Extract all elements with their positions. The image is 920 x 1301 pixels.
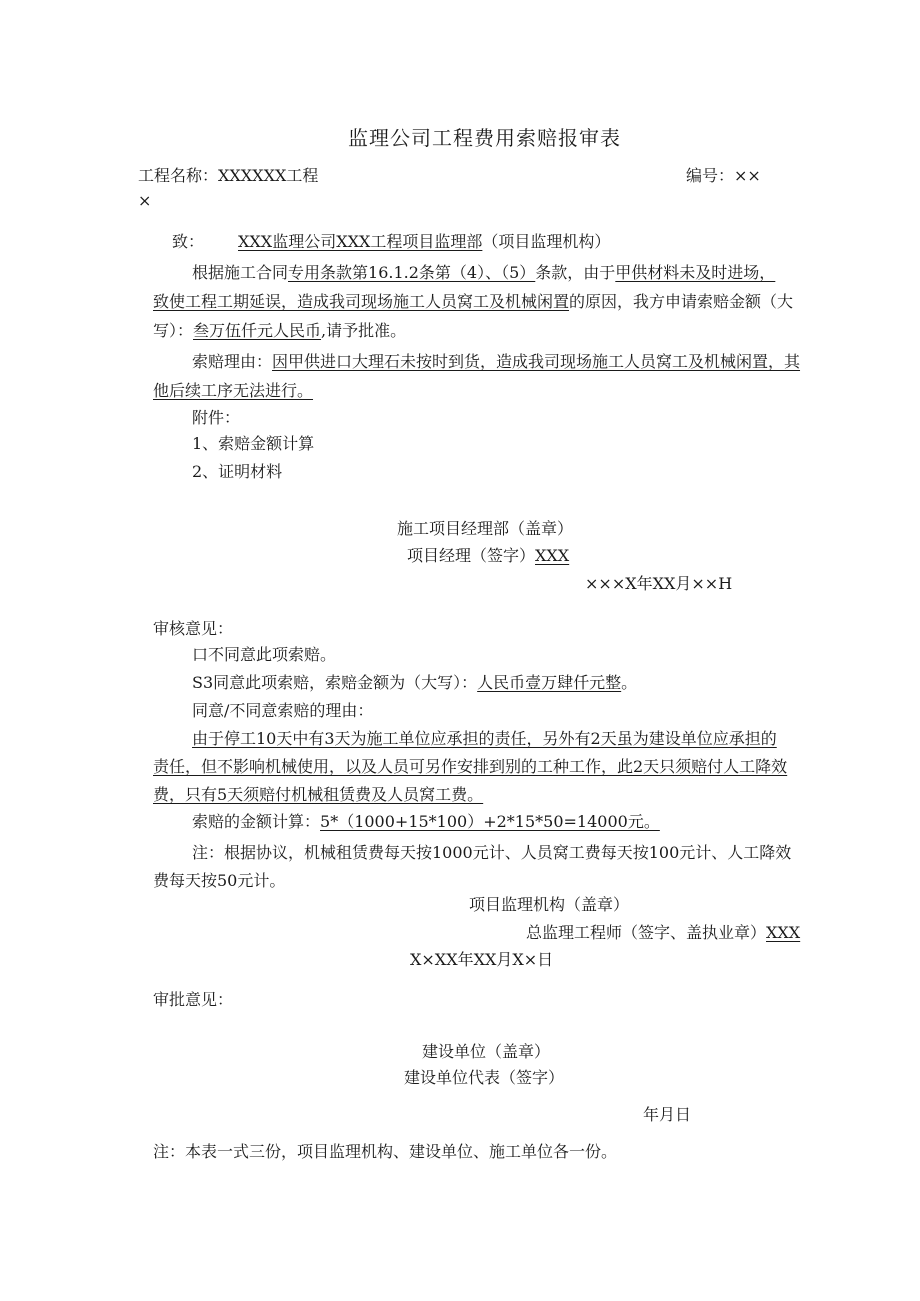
manager-signature-line	[407, 546, 569, 566]
claim-reason-line-1	[192, 352, 800, 372]
claim-paragraph-line-2	[153, 292, 793, 312]
to-label: 致：	[172, 232, 205, 251]
calculation-line	[192, 812, 660, 832]
p1-text-f: 写）：	[153, 321, 194, 340]
manager-name: XXX	[535, 546, 570, 565]
review-option-agree	[192, 673, 637, 693]
agree-end: 。	[621, 673, 638, 692]
p1-text-e: 的原因，我方申请索赔金额（大	[569, 292, 794, 311]
review-reason-line-3: 费，只有5天须赔付机械租赁费及人员窝工费。	[153, 785, 484, 804]
review-date: X×XX年XX月X×日	[410, 950, 554, 969]
review-option-disagree: 口不同意此项索赔。	[192, 645, 337, 664]
attachment-item-1: 1、索赔金额计算	[192, 434, 315, 453]
engineer-label: 总监理工程师（签字、盖执业章）	[526, 923, 767, 942]
owner-representative: 建设单位代表（签字）	[404, 1068, 565, 1087]
p1-clause: 专用条款第16.1.2条第（4）、（5）	[288, 263, 536, 282]
claim-reason-line-2	[153, 381, 313, 401]
reason-label: 索赔理由：	[192, 352, 273, 371]
review-note-line-2: 费每天按50元计。	[153, 871, 286, 890]
footer-note: 注：本表一式三份，项目监理机构、建设单位、施工单位各一份。	[153, 1142, 618, 1161]
claim-paragraph-line-3	[153, 321, 406, 341]
approval-label: 审批意见：	[153, 990, 234, 1009]
attachment-item-2: 2、证明材料	[192, 462, 283, 481]
page-title: 监理公司工程费用索赔报审表	[348, 126, 621, 150]
claim-paragraph-line-1	[192, 263, 775, 283]
p1-text-c: 条款，由于	[535, 263, 616, 282]
to-suffix: （项目监理机构）	[482, 232, 611, 251]
review-reason-line-2: 责任，但不影响机械使用，以及人员可另作安排到别的工种工作，此2天只须赔付人工降效	[153, 757, 788, 776]
manager-label: 项目经理（签字）	[407, 546, 536, 565]
p1-cause: 甲供材料未及时进场，	[615, 263, 776, 282]
to-value: XXX监理公司XXX工程项目监理部	[238, 232, 483, 251]
form-number: 编号：××	[686, 166, 761, 185]
chief-engineer-line	[526, 923, 800, 943]
addressee-line	[172, 232, 610, 252]
supervision-org: 项目监理机构（盖章）	[469, 895, 630, 914]
engineer-name: XXX	[766, 923, 801, 942]
p1-text-g: ,请予批准。	[321, 321, 407, 340]
p1-text-a: 根据施工合同	[192, 263, 289, 282]
review-note-line-1: 注：根据协议，机械租赁费每天按1000元计、人员窝工费每天按100元计、人工降效	[192, 843, 792, 862]
contractor-dept: 施工项目经理部（盖章）	[397, 519, 574, 538]
review-reason-line-1: 由于停工10天中有3天为施工单位应承担的责任，另外有2天虽为建设单位应承担的	[192, 729, 777, 748]
p1-consequence: 致使工程工期延误，造成我司现场施工人员窝工及机械闲置	[153, 292, 570, 311]
claim-amount: 叁万伍仟元人民币	[193, 321, 322, 340]
review-label: 审核意见：	[153, 619, 234, 638]
review-reason-label: 同意/不同意索赔的理由：	[192, 701, 374, 720]
attachments-label: 附件：	[192, 408, 241, 427]
approval-date: 年月日	[643, 1105, 692, 1124]
agree-text: S3同意此项索赔，索赔金额为（大写）：	[192, 673, 478, 692]
approved-amount: 人民币壹万肆仟元整	[477, 673, 622, 692]
reason-text-1: 因甲供进口大理石未按时到货，造成我司现场施工人员窝工及机械闲置，其	[272, 352, 801, 371]
application-date: ×××X年XX月××H	[585, 574, 733, 593]
calc-value: 5*（1000+15*100）+2*15*50=14000元。	[320, 812, 660, 831]
owner-unit: 建设单位（盖章）	[422, 1042, 551, 1061]
project-name: 工程名称：XXXXXX工程	[138, 166, 319, 185]
form-number-wrap: ×	[138, 191, 152, 210]
calc-label: 索赔的金额计算：	[192, 812, 321, 831]
reason-text-2: 他后续工序无法进行。	[153, 381, 314, 400]
